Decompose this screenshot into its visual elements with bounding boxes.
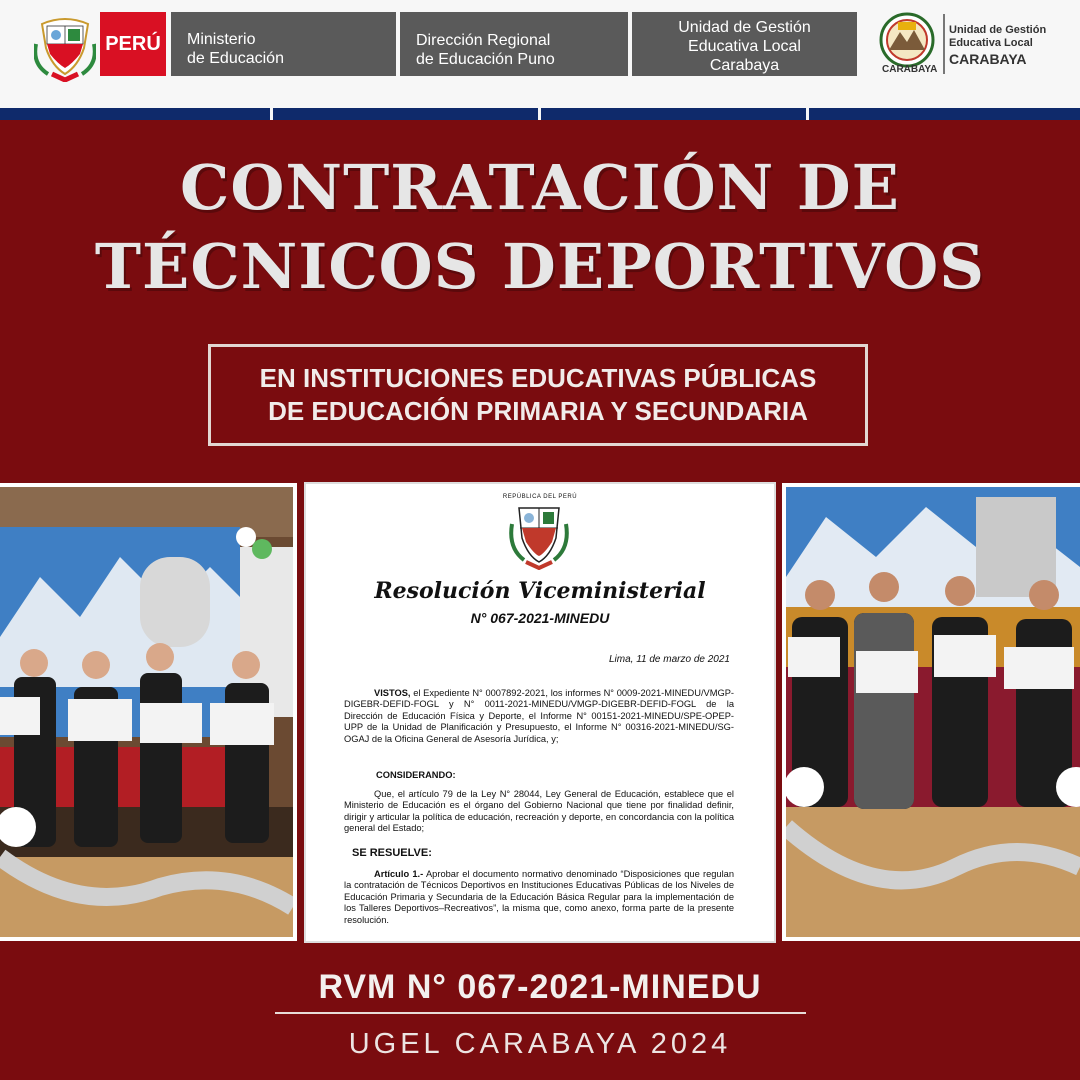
- ugel-box: [632, 12, 857, 76]
- doc-title: Resolución Viceministerial: [374, 578, 706, 604]
- ceremony-photo-right: [782, 483, 1080, 941]
- title-line2: TÉCNICOS DEPORTIVOS: [94, 230, 986, 303]
- dre-box: [400, 12, 628, 76]
- peru-label-box: [100, 12, 166, 76]
- header-stripe: [0, 108, 1080, 120]
- ceremony-photo-right-image: [786, 487, 1080, 937]
- title-line1: CONTRATACIÓN DE: [180, 151, 900, 224]
- doc-vistos-text: el Expediente N° 0007892-2021, los informes N° 0009-2021-MINEDU/VMGP-DIGEBR-DEFID-FOGL y N° 0011-2021-MINEDU/VMGP-DIGEBR-DEFID-FOGL de la Dirección de Educación Física y Deporte, el Informe N° 00151-2021-MINEDU/SPE-OPEP-UPP de la Unidad de Planificación y Presupuesto, el Informe N° 00316-2021-MINEDU/SG-OGAJ de la Oficina General de Asesoría Jurídica, y;: [344, 688, 734, 744]
- ministerio-line2: de Educación: [187, 50, 284, 67]
- resolution-document: [304, 482, 776, 943]
- ministerio-line1: Ministerio: [187, 31, 256, 48]
- ugel-line3: Carabaya: [709, 57, 780, 74]
- rvm-underline: [275, 1012, 806, 1014]
- doc-articulo-text: Aprobar el documento normativo denominado “Disposiciones que regulan la contratación de Técnicos Deportivos en Instituciones Educativas Públicas de los Niveles de Educación Primaria y Secundaria de la Educación Básica Regular para la implementación de los Talleres Deportivos–Recreativos”, la misma que, como anexo, forma parte de la presente resolución.: [344, 869, 734, 925]
- dre-line2: de Educación Puno: [416, 51, 555, 68]
- ugel-logo-caption: CARABAYA: [882, 64, 938, 75]
- ceremony-photo-left-image: [0, 487, 293, 937]
- stripe-separator: [806, 108, 809, 120]
- peru-coat-of-arms-icon: [34, 14, 96, 82]
- subtitle-box: [208, 344, 868, 446]
- ugel-year-label: UGEL CARABAYA 2024: [348, 1028, 732, 1060]
- ugel-line2: Educativa Local: [688, 38, 801, 55]
- ugel-line1: Unidad de Gestión: [678, 19, 811, 36]
- peru-emblem-icon: [506, 494, 572, 570]
- doc-considerando-heading: CONSIDERANDO:: [376, 770, 456, 780]
- doc-vistos-paragraph: [344, 688, 734, 745]
- ugel-logo-text-line2: Educativa Local: [949, 37, 1033, 49]
- ugel-logo-text: [949, 24, 1046, 68]
- rvm-number: RVM N° 067-2021-MINEDU: [318, 968, 762, 1006]
- doc-date: Lima, 11 de marzo de 2021: [608, 654, 730, 665]
- ugel-logo-text-line3: CARABAYA: [949, 51, 1027, 67]
- doc-emblem-label: REPÚBLICA DEL PERÚ: [502, 494, 578, 500]
- doc-articulo-paragraph: [344, 869, 734, 926]
- doc-vistos-label: VISTOS,: [374, 688, 411, 698]
- stripe-separator: [270, 108, 273, 120]
- dre-line1: Dirección Regional: [416, 32, 551, 49]
- subtitle-line2: DE EDUCACIÓN PRIMARIA Y SECUNDARIA: [268, 396, 808, 426]
- ceremony-photo-left: [0, 483, 297, 941]
- subtitle-line1: EN INSTITUCIONES EDUCATIVAS PÚBLICAS: [259, 363, 817, 393]
- stripe-separator: [538, 108, 541, 120]
- ugel-logo-divider: [943, 14, 945, 74]
- ugel-logo-text-line1: Unidad de Gestión: [949, 24, 1047, 36]
- doc-que-paragraph: Que, el artículo 79 de la Ley N° 28044, Ley General de Educación, establece que el Ministerio de Educación es el órgano del Gobierno Nacional que tiene por finalidad definir, dirigir y articular la política de educación, recreación y deporte, en concordancia con la política general del Estado;: [344, 789, 734, 834]
- doc-articulo-label: Artículo 1.-: [374, 869, 424, 879]
- doc-number: N° 067-2021-MINEDU: [470, 610, 610, 626]
- doc-se-resuelve-heading: SE RESUELVE:: [352, 847, 432, 859]
- ministerio-box: [171, 12, 396, 76]
- header-bar: [0, 0, 1080, 108]
- peru-label: PERÚ: [105, 32, 161, 55]
